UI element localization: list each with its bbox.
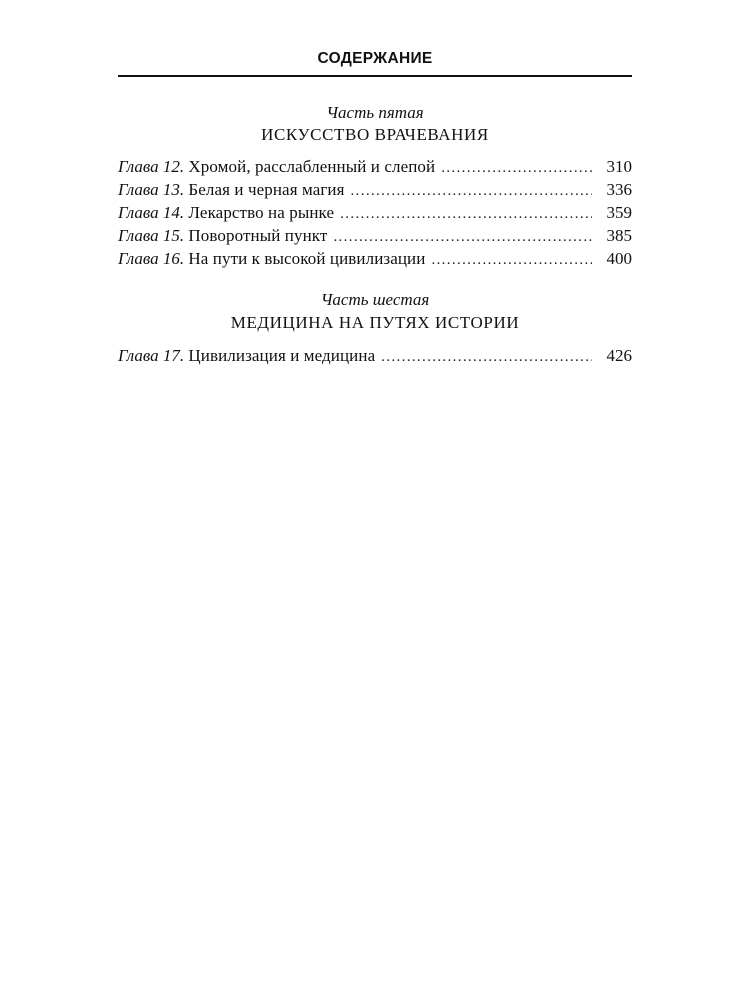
chapter-number: Глава 13. — [118, 180, 185, 199]
chapter-title: На пути к высокой цивилизации — [188, 249, 426, 268]
chapter-number: Глава 17. — [118, 346, 185, 365]
dot-leader — [340, 206, 592, 223]
toc-entry[interactable] — [118, 226, 632, 248]
chapter-title: Лекарство на рынке — [188, 203, 335, 222]
chapter-number: Глава 12. — [118, 157, 185, 176]
chapter-title: Хромой, расслабленный и слепой — [188, 157, 436, 176]
toc-entry[interactable] — [118, 249, 632, 271]
header-rule — [118, 75, 632, 77]
dot-leader — [431, 252, 592, 269]
chapter-number: Глава 14. — [118, 203, 185, 222]
page-number: 385 — [606, 226, 632, 245]
page-number: 400 — [606, 249, 632, 268]
chapter-title: Поворотный пункт — [188, 226, 328, 245]
part-title: ИСКУССТВО ВРАЧЕВАНИЯ — [261, 125, 489, 144]
toc-entry[interactable] — [118, 203, 632, 225]
page-number: 310 — [606, 157, 632, 176]
chapter-title: Цивилизация и медицина — [188, 346, 376, 365]
part-label: Часть пятая — [326, 103, 424, 122]
page-number: 336 — [606, 180, 632, 199]
page-number: 359 — [606, 203, 632, 222]
toc-entry[interactable] — [118, 157, 632, 179]
toc-entry[interactable] — [118, 346, 632, 368]
dot-leader — [333, 229, 592, 246]
page-number: 426 — [606, 346, 632, 365]
chapter-title: Белая и черная магия — [188, 180, 345, 199]
chapter-number: Глава 15. — [118, 226, 185, 245]
dot-leader — [351, 183, 592, 200]
chapter-number: Глава 16. — [118, 249, 185, 268]
running-head-title: СОДЕРЖАНИЕ — [317, 50, 433, 67]
dot-leader — [381, 349, 592, 366]
dot-leader — [441, 160, 592, 177]
part-title: МЕДИЦИНА НА ПУТЯХ ИСТОРИИ — [230, 313, 520, 332]
toc-entry[interactable] — [118, 180, 632, 202]
part-label: Часть шестая — [320, 290, 430, 309]
